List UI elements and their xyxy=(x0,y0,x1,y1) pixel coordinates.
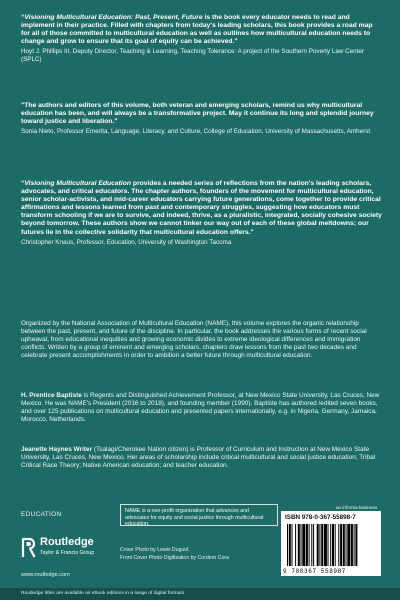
barcode-bar xyxy=(355,524,357,566)
barcode-bar xyxy=(289,524,291,566)
quote-2-text: "The authors and editors of this volume, both veteran and emerging scholars, remind us why multicultural education has been, and will always be a transformative project. May it continue its long and splendid journey toward justice and liberation." xyxy=(21,102,374,126)
publisher-website[interactable]: www.routledge.com xyxy=(21,572,70,578)
barcode-bar xyxy=(335,524,336,566)
barcode-bar xyxy=(354,524,355,566)
barcode-bar xyxy=(295,524,296,566)
barcode-bar xyxy=(302,524,305,566)
barcode-bar xyxy=(292,524,293,566)
barcode-bar xyxy=(298,524,300,566)
publisher-logo xyxy=(21,534,121,564)
book-description: Organized by the National Association of Multicultural Education (NAME), this volume explores the organic relationship between the past, present, and future of the discipline. In particular, the book addresses the various forms of recent social upheaval, from educational inequities and growing economic divides to extreme ideological differences and immigration conflicts. Written by a group of eminent and emerging scholars, chapters draw lessons from the past two decades and celebrate present accomplishments in order to ambition a better future through multicultural education. xyxy=(21,320,367,360)
photo-credit: Cover Photo by Lewis Duguid xyxy=(120,547,189,553)
quote-3-body: provides a needed series of reflections from the nation's leading scholars, advocates, and critical educators. The chapter authors, founders of the movement for multicultural education, senior scholar-activists, and mid-career educators carrying future generations, come together to provide critical affirmations and lessons learned from past and contemporary struggles, suggesting how educators must transform schooling if we are to survive, and indeed, thrive, as a pluralistic, integrated, socially cohesive society beyond tomorrow. These authors show we cannot tinker our way out of each of these global meltdowns; our futures lie in the collective solidarity that multicultural education offers." xyxy=(21,180,382,236)
cover-credits xyxy=(120,547,229,562)
barcode-bar xyxy=(301,524,302,566)
quote-2-attribution: Sonia Nieto, Professor Emerita, Language, Literacy, and Culture, College of Education, University of Massachusetts, Amherst xyxy=(21,128,371,136)
quote-1-attribution: Hoyt J. Phillips III, Deputy Director, Teaching & Learning, Teaching Tolerance: A project of the Southern Poverty Law Center (SPLC) xyxy=(21,48,365,64)
publisher-subtitle: Taylor & Francis Group xyxy=(40,550,95,556)
barcode-bar xyxy=(319,524,320,566)
barcode-bar xyxy=(287,524,288,566)
endorsement-quote-3 xyxy=(21,180,383,247)
quote-1-body: is the book every educator needs to read and implement in their practice. Filled with chapters from today's leading scholars, this book provides a road map for all of those committed to multicultural education as well as outlines how multicultural education needs to change and grow to ensure that its goal of equity can be achieved." xyxy=(21,14,373,46)
informa-tagline: an informa business xyxy=(336,505,378,510)
quote-3-attribution: Christopher Knaus, Professor, Education, University of Washington Tacoma xyxy=(21,238,232,246)
endorsement-quote-1 xyxy=(21,14,383,64)
barcode-bar xyxy=(343,524,345,566)
isbn-label: ISBN 978-0-367-55898-7 xyxy=(285,514,356,521)
barcode-bar xyxy=(317,524,319,566)
author-2-name: Jeanette Haynes Writer xyxy=(21,446,93,453)
publisher-name: Routledge xyxy=(40,536,94,548)
author-1-text: is Regents and Distinguished Achievement Professor, at New Mexico State University, Las Cruces, New Mexico. He was NAME's President (2016 to 2018), and founding member (1990). Baptiste has authored /edited seven books, and over 125 publications on multicultural education and presented papers internationally, e.g. in Nigeria, Germany, Jamaica, Morocco, Netherlands. xyxy=(21,392,380,424)
endorsement-quote-2 xyxy=(21,102,383,136)
digitization-credit: Front Cover Photo Digitization by Cordero Cora xyxy=(120,554,229,561)
barcode-bar xyxy=(332,524,334,566)
author-1-name: H. Prentice Baptiste xyxy=(21,392,82,399)
author-bio-2 xyxy=(21,446,383,470)
barcode-graphic xyxy=(285,524,377,568)
author-bio-1 xyxy=(21,392,383,424)
barcode-bar xyxy=(351,524,353,566)
barcode-bar xyxy=(340,524,342,566)
quote-3-text: “Visioning Multicultural Education provides a needed series of reflections from the nation's leading scholars, advocates, and critical educators. The chapter authors, founders of the movement for multicultural education, senior scholar-activists, and mid-career educators carrying future generations, come together to provide critical affirmations and lessons learned from past and contemporary struggles, suggesting how educators must transform schooling if we are to survive, and indeed, thrive, as a pluralistic, integrated, socially cohesive society beyond tomorrow. These authors show we cannot tinker our way out of each of these global meltdowns; our futures lie in the collective solidarity that multicultural education offers." xyxy=(21,180,382,236)
barcode-number: 9 780367 558987 xyxy=(283,568,347,575)
barcode-panel xyxy=(281,511,381,576)
barcode-bar xyxy=(330,524,331,566)
name-organization-box: NAME is a non-profit organization that advances and advocates for equity and social justice through multicultural education. xyxy=(120,504,278,526)
barcode-bar xyxy=(311,524,312,566)
barcode-bar xyxy=(324,524,327,566)
author-2-text: (Tsalagi/Cherokee Nation citizen) is Professor of Curriculum and Instruction at New Mexico State University, Las Cruces, New Mexico. Her areas of scholarship include critical multicultural and social justice education; Tribal Critical Race Theory; Native American education; and teacher education. xyxy=(21,446,376,470)
barcode-bar xyxy=(313,524,314,566)
ebook-availability-footer: Routledge titles are available as eBook editions in a range of digital formats xyxy=(0,588,400,600)
quote-1-text: “Visioning Multicultural Education: Past, Present, Future is the book every educator needs to read and implement in their practice. Filled with chapters from today's leading scholars, this book provides a road map for all of those committed to multicultural education as well as outlines how multicultural education needs to change and grow to ensure that its goal of equity can be achieved." xyxy=(21,14,373,46)
barcode-bar xyxy=(328,524,329,566)
quote-1-title: Visioning Multicultural Education: Past, Present, Future xyxy=(24,14,203,21)
barcode-bar xyxy=(338,524,339,566)
barcode-bar xyxy=(347,524,350,566)
barcode-bar xyxy=(306,524,308,566)
barcode-bar xyxy=(346,524,347,566)
quote-3-title: Visioning Multicultural Education xyxy=(24,180,132,187)
barcode-bar xyxy=(321,524,323,566)
subject-category: EDUCATION xyxy=(21,511,62,518)
barcode-bar xyxy=(309,524,310,566)
routledge-r-icon xyxy=(21,537,36,559)
